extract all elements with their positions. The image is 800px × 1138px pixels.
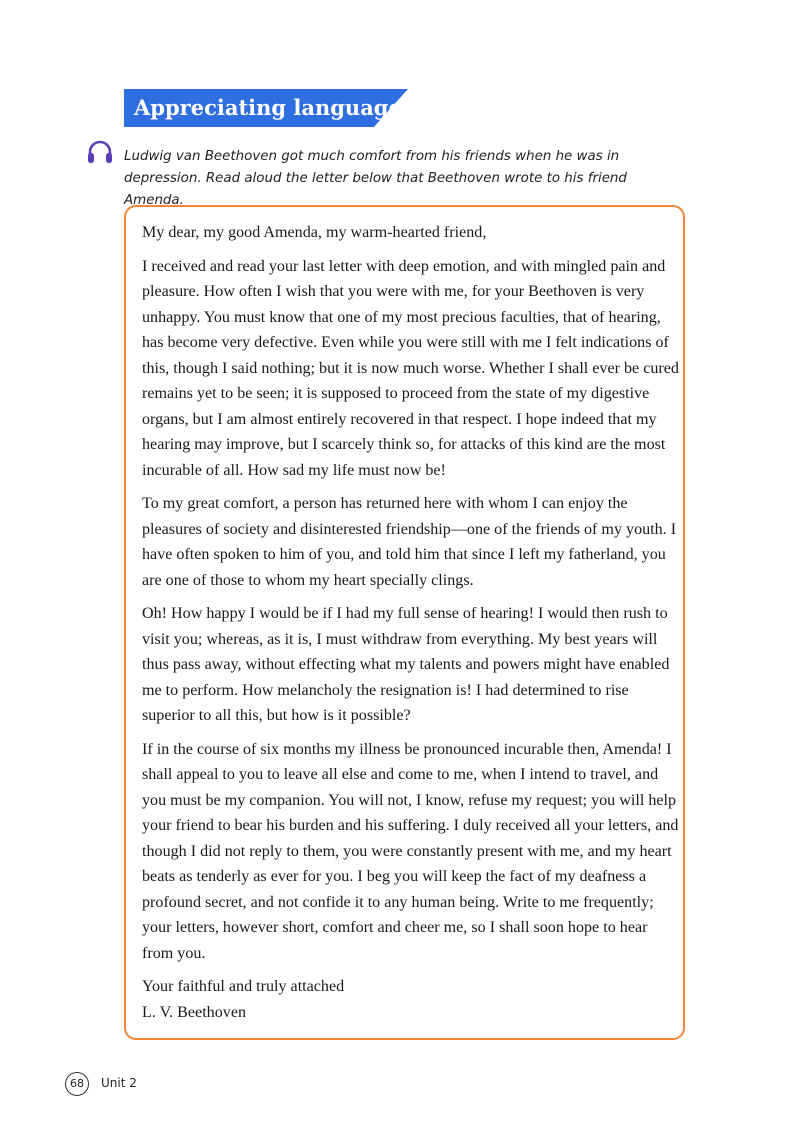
section-title: Appreciating language: [134, 95, 402, 120]
letter-paragraph: I received and read your last letter with deep emotion, and with mingled pain and pleasure. How often I wish that you were with me, for your Beethoven is very unhappy. You must know that one of my most precious faculties, that of hearing, has become very defective. Even while you were still with me I felt indications of this, though I said nothing; but it is now much worse. Whether I shall ever be cured remains yet to be seen; it is supposed to proceed from the state of my digestive organs, but I am almost entirely recovered in that respect. I hope indeed that my hearing may improve, but I scarcely think so, for attacks of this kind are the most incurable of all. How sad my life must now be!: [142, 257, 679, 479]
letter-greeting: My dear, my good Amenda, my warm-hearted friend,: [142, 224, 487, 241]
letter-closing: Your faithful and truly attached: [142, 978, 345, 995]
unit-label: Unit 2: [101, 1076, 137, 1090]
instruction-text: Ludwig van Beethoven got much comfort from his friends when he was in depression. Read aloud the letter below that Beethoven wrote to his friend Amenda.: [124, 149, 627, 208]
letter-paragraph: To my great comfort, a person has returned here with whom I can enjoy the pleasures of society and disinterested friendship—one of the friends of my youth. I have often spoken to him of you, and told him that since I left my fatherland, you are one of those to whom my heart specially clings.: [142, 495, 677, 589]
letter-paragraph: Oh! How happy I would be if I had my full sense of hearing! I would then rush to visit you; whereas, as it is, I must withdraw from everything. My best years will thus pass away, without effecting what my talents and powers might have enabled me to perform. How melancholy the resignation is! I had determined to rise superior to all this, but how is it possible?: [142, 605, 670, 724]
letter-signature: L. V. Beethoven: [142, 1003, 247, 1021]
letter-body: [142, 220, 682, 1025]
letter-paragraph: If in the course of six months my illness be pronounced incurable then, Amenda! I shall appeal to you to leave all else and come to me, when I intend to travel, and you must be my companion. You will not, I know, refuse my request; you will help your friend to bear his burden and his suffering. I duly received all your letters, and though I did not reply to them, you were constantly present with me, and my heart beats as tenderly as ever for you. I beg you will keep the fact of my deafness a profound secret, and not confide it to any human being. Write to me frequently; your letters, however short, comfort and cheer me, so I shall soon hope to hear from you.: [142, 740, 679, 962]
headphones-icon: [86, 138, 114, 166]
page-number: 68: [65, 1072, 89, 1096]
